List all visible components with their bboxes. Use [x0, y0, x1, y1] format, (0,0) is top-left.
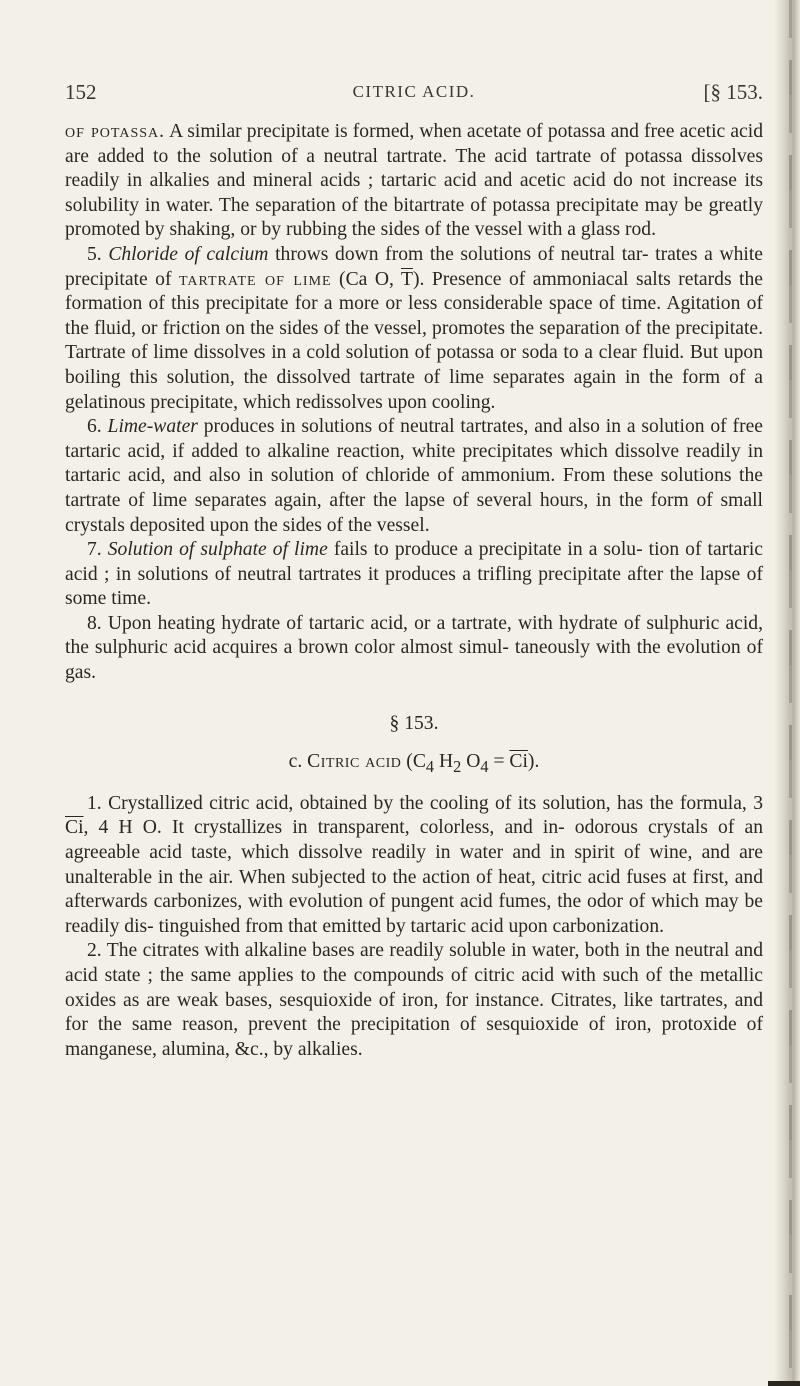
corner-mark — [768, 1381, 800, 1386]
paragraph-text: Presence of ammoniacal salts retards the formation of this precipitate for a more or less considerable space of time. Agitation of the fluid, or friction on the sides of the vessel, promotes the separation of the precipitate. Tartrate of lime dissolves in a cold solution of potassa or soda to a clear fluid. But upon boiling this solution, the dissolved tartrate of lime separates again in the form of a gelatinous precipitate, which redissolves upon cooling. — [65, 268, 763, 413]
paragraph-number: 2. — [87, 940, 102, 962]
section-label: c. — [288, 751, 303, 773]
paragraph-number: 6. — [87, 416, 102, 438]
formula-part: = — [488, 751, 510, 773]
reagent-name: Solution of sulphate of lime — [107, 539, 328, 561]
formula-symbol: $\overline{T}$ — [400, 268, 413, 290]
paragraph-text: Crystallized citric acid, obtained by the cooling of its solution, has the formula, 3 — [101, 792, 763, 814]
paragraph-text: A similar precipitate is formed, when acetate of potassa and free acetic acid are added to the solution of a neutral tartrate. The acid tartrate of potassa dissolves readily in alkalies and mineral acids ; tartaric acid and acetic acid do not increase its solubility in water. The separation of the bitartrate of potassa precipitate may be greatly promoted by shaking, or by rubbing the sides of the vessel with a glass rod. — [65, 121, 763, 241]
reagent-name: Chloride of calcium — [108, 243, 269, 265]
paragraph-text: The citrates with alkaline bases are readily soluble in water, both in the neutral and acid state ; the same applies to the compounds of citric acid with such of the metallic oxides as are weak bases, sesquioxide of iron, for instance. Citrates, like tartrates, and for the same reason, prevent the precipitation of sesquioxide of iron, protoxide of manganese, alumina, &c., by alkalies. — [65, 940, 763, 1060]
section-mark: § 153. — [389, 712, 439, 734]
running-title: CITRIC ACID. — [352, 82, 476, 101]
paragraph-5 — [65, 243, 763, 415]
section-reference: [§ 153. — [703, 80, 763, 104]
book-page — [65, 80, 763, 1062]
paragraph-7 — [65, 538, 763, 612]
paragraph-lead: of potassa. — [65, 121, 166, 142]
paragraph-number: 8. — [87, 612, 102, 634]
formula-symbol: $\overline{Ci}$ — [509, 751, 528, 773]
formula-subscript: 4 — [425, 757, 435, 777]
paragraph-6 — [65, 415, 763, 538]
paragraph-number: 5. — [87, 243, 102, 265]
formula-part: ). — [412, 268, 425, 290]
formula-part: O — [461, 751, 481, 773]
reagent-name: Lime-water — [107, 416, 198, 438]
formula-subscript: 4 — [480, 757, 489, 777]
formula-part: (Ca O, — [331, 268, 401, 290]
formula-part: (C — [401, 751, 426, 773]
formula-part: ). — [527, 751, 540, 773]
compound-name: tartrate of lime — [178, 268, 332, 290]
section-heading — [65, 750, 763, 780]
running-head — [65, 80, 763, 110]
section-name: Citric acid — [307, 751, 402, 773]
citric-paragraph-1 — [65, 792, 763, 940]
page-edge-shadow — [774, 0, 800, 1386]
paragraph-text: produces in solutions of neutral tartrates, and also in a solution of free tartaric acid, if added to alkaline reaction, white precipitates which dissolve readily in tartaric acid, and also in solution of chloride of ammonium. From these solutions the tartrate of lime separates again, after the lapse of several hours, in the form of small crystals deposited upon the sides of the vessel. — [65, 416, 763, 536]
paragraph-number: 1. — [87, 792, 102, 814]
formula-symbol: $\overline{Ci}$ — [65, 817, 84, 839]
paragraph-text: Upon heating hydrate of tartaric acid, or a tartrate, with hydrate of sulphuric acid, the sulphuric acid acquires a brown color almost simul- taneously with the evolution of gas. — [65, 612, 763, 684]
paragraph-text: , 4 H O. It crystallizes in transparent, colorless, and in- odorous crystals of an agreeable acid taste, which dissolve readily in water and in spirit of wine, and are unalterable in the air. When subjected to the action of heat, citric acid fuses at first, and afterwards carbonizes, with evolution of pungent acid fumes, the odor of which may be readily dis- tinguished from that emitted by tartaric acid upon carbonization. — [65, 817, 763, 937]
paragraph-continued — [65, 120, 763, 243]
formula-part: H — [434, 751, 454, 773]
formula-subscript: 2 — [453, 757, 462, 777]
citric-paragraph-2 — [65, 939, 763, 1062]
page-number: 152 — [65, 80, 97, 104]
body-text — [65, 120, 763, 1062]
paragraph-text: fails to produce a precipitate in a solu- tion of tartaric acid ; in solutions of neutral tartrates it produces a trifling precipitate after the lapse of some time. — [65, 539, 763, 610]
paragraph-8 — [65, 612, 763, 686]
paragraph-text: throws down from the solutions of neutral tar- trates a white precipitate of — [65, 243, 763, 290]
paragraph-number: 7. — [87, 539, 102, 561]
